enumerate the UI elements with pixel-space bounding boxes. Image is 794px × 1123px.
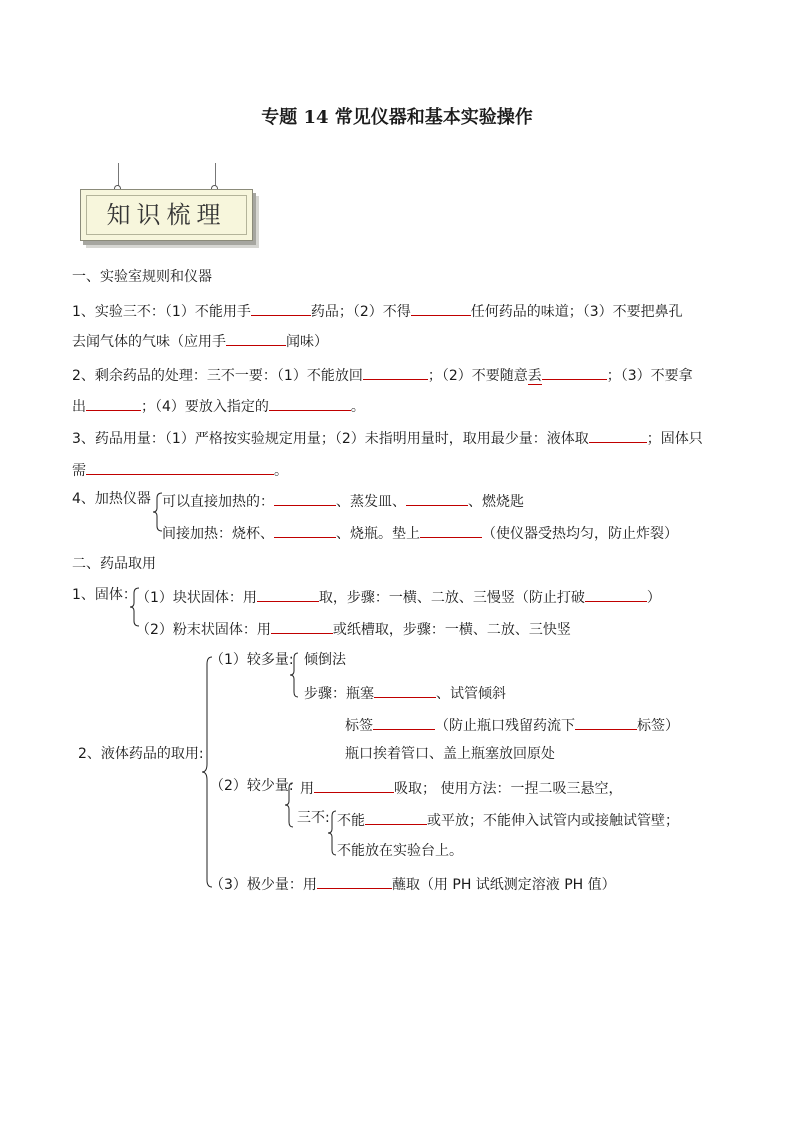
item3-line1 [72, 426, 703, 449]
item2-text-d: 出 [72, 399, 86, 415]
item4-row2 [162, 521, 678, 544]
knowledge-badge [80, 189, 253, 241]
solid-r2-a: （2）粉末状固体：用 [136, 622, 271, 638]
liquid-more-method: 倾倒法 [304, 652, 346, 668]
three-no-row2: 不能放在实验台上。 [337, 843, 463, 859]
item2-text-e: ；（4）要放入指定的 [141, 399, 269, 415]
liquid-less-label: （2）较少量: [210, 778, 294, 794]
liquid-more-label: （1）较多量: [210, 652, 294, 668]
item4-label: 4、加热仪器 [72, 491, 151, 507]
blank[interactable] [86, 394, 141, 411]
item4-r1-c: 、燃烧匙 [468, 494, 524, 510]
blank[interactable] [374, 681, 436, 698]
least-b: 蘸取（用 PH 试纸测定溶液 PH 值） [391, 877, 616, 893]
liquid-more-steps [304, 681, 506, 704]
item1-line1 [72, 299, 683, 322]
item2-text-a: 2、剩余药品的处理：三不一要：（1）不能放回 [72, 368, 363, 384]
liquid-big-brace [200, 656, 214, 888]
liquid-more-label-row [345, 713, 679, 736]
blank[interactable] [271, 617, 333, 634]
item2-text-b: ；（2）不要随意 [427, 368, 528, 384]
three-no-row1 [337, 808, 679, 831]
liquid-least-row [210, 872, 616, 895]
steps-b: 、试管倾斜 [436, 686, 506, 702]
item3-text-a: 3、药品用量：（1）严格按实验规定用量；（2）未指明用量时，取用最少量：液体取 [72, 431, 589, 447]
item3-text-b: ；固体只 [646, 431, 703, 447]
blank[interactable] [363, 363, 428, 380]
section2-heading: 二、药品取用 [72, 556, 156, 572]
blank[interactable] [575, 713, 637, 730]
use-a: 用 [300, 781, 314, 797]
item1-line2 [72, 329, 328, 352]
solid-label: 1、固体： [72, 587, 137, 603]
blank[interactable] [542, 363, 607, 380]
item4-r1-b: 、蒸发皿、 [336, 494, 406, 510]
item3-text-d: 。 [274, 463, 288, 479]
steps-a: 步骤：瓶塞 [304, 686, 374, 702]
solid-row1 [136, 585, 661, 608]
blank[interactable] [411, 299, 471, 316]
no1-a: 不能 [337, 813, 365, 829]
item4-r1-a: 可以直接加热的： [162, 494, 274, 510]
liquid-label: 2、液体药品的取用: [78, 746, 204, 762]
item1-text-d: 去闻气体的气味（应用手 [72, 334, 226, 350]
badge-text: 知识梳理 [106, 201, 227, 229]
blank[interactable] [365, 808, 427, 825]
blank[interactable] [274, 489, 336, 506]
blank[interactable] [251, 299, 311, 316]
liquid-less-use [300, 776, 622, 799]
liquid-more-brace [288, 652, 300, 698]
use-b: 吸取； 使用方法：一捏二吸三悬空， [394, 781, 623, 797]
item2-text-c: ；（3）不要拿 [606, 368, 693, 384]
blank[interactable] [317, 872, 392, 889]
solid-r1-b: 取，步骤：一横、二放、三慢竖（防止打破 [318, 590, 585, 606]
item1-text-a: 1、实验三不：（1）不能用手 [72, 304, 251, 320]
blank[interactable] [257, 585, 319, 602]
solid-row2 [136, 617, 571, 640]
blank[interactable] [406, 489, 468, 506]
item4-row1 [162, 489, 524, 512]
item1-text-c: 任何药品的味道；（3）不要把鼻孔 [470, 304, 683, 320]
item3-text-c: 需 [72, 463, 86, 479]
blank[interactable] [269, 394, 351, 411]
page-title: 专题 14 常见仪器和基本实验操作 [261, 107, 533, 128]
liquid-less-brace [283, 782, 295, 828]
item4-r2-b: 、烧瓶。垫上 [336, 526, 420, 542]
item4-r2-a: 间接加热：烧杯、 [162, 526, 274, 542]
label-a: 标签 [345, 718, 373, 734]
label-b: （防止瓶口残留药流下 [435, 718, 575, 734]
solid-r1-a: （1）块状固体：用 [136, 590, 257, 606]
item4-r2-c: （使仪器受热均匀，防止炸裂） [482, 526, 678, 542]
item2-line1 [72, 363, 693, 386]
least-a: （3）极少量：用 [210, 877, 317, 893]
solid-r2-b: 或纸槽取，步骤：一横、二放、三快竖 [332, 622, 571, 638]
blank[interactable] [314, 776, 394, 793]
three-no-label: 三不: [297, 810, 330, 826]
blank[interactable] [585, 585, 647, 602]
no1-b: 或平放；不能伸入试管内或接触试管壁； [427, 813, 679, 829]
section1-heading: 一、实验室规则和仪器 [72, 269, 212, 285]
item2-marked-char: 丢 [527, 368, 542, 384]
item1-text-e: 闻味） [286, 334, 328, 350]
solid-r1-c: ） [646, 590, 661, 606]
item2-line2 [72, 394, 365, 417]
blank[interactable] [274, 521, 336, 538]
blank[interactable] [420, 521, 482, 538]
item3-line2 [72, 458, 288, 481]
liquid-more-mouth: 瓶口挨着管口、盖上瓶塞放回原处 [345, 746, 555, 762]
label-c: 标签） [637, 718, 679, 734]
blank[interactable] [226, 329, 286, 346]
item2-text-f: 。 [350, 399, 365, 415]
blank[interactable] [373, 713, 435, 730]
blank[interactable] [86, 458, 274, 475]
item1-text-b: 药品；（2）不得 [310, 304, 411, 320]
blank[interactable] [589, 426, 647, 443]
